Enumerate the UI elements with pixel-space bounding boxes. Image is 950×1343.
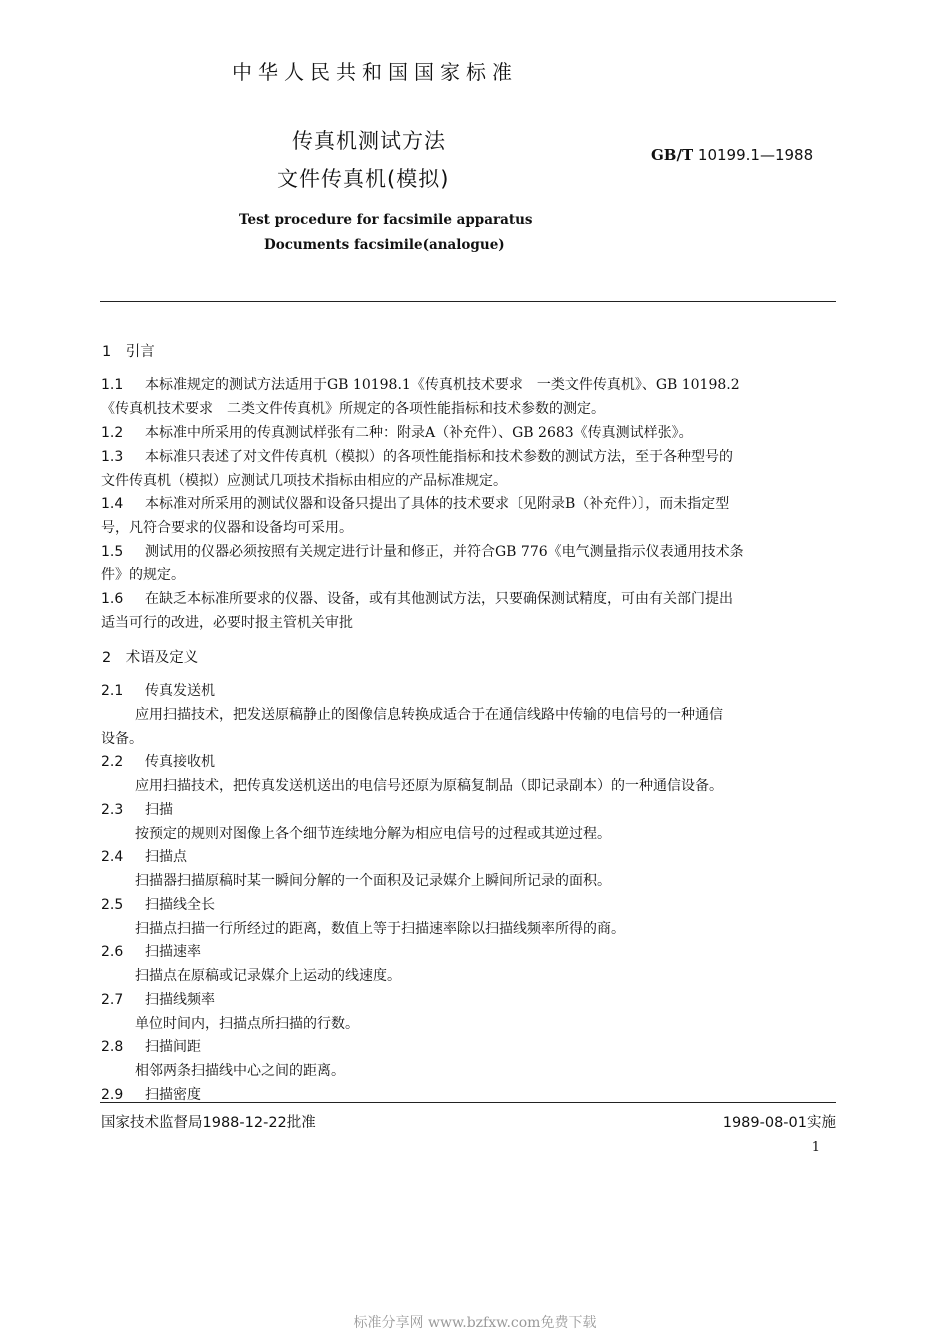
clause-number: 2.8 xyxy=(101,1039,124,1055)
clause-continuation: 号，凡符合要求的仪器和设备均可采用。 xyxy=(101,520,353,536)
title-en-line1: Test procedure for facsimile apparatus xyxy=(239,212,533,228)
clause-number: 2.1 xyxy=(101,683,124,699)
clause-number: 1.4 xyxy=(101,496,124,512)
term-heading xyxy=(101,989,215,1009)
section-1-heading: 1 引言 xyxy=(102,344,155,360)
clause-number: 2.4 xyxy=(101,849,124,865)
clause-number: 2.7 xyxy=(101,991,124,1008)
clause-number: 1.5 xyxy=(101,544,124,560)
term-definition: 扫描点在原稿或记录媒介上运动的线速度。 xyxy=(135,968,401,984)
clause-line xyxy=(101,493,729,513)
clause-text: 传真接收机 xyxy=(145,754,215,770)
term-definition: 应用扫描技术，把发送原稿静止的图像信息转换成适合于在通信线路中传输的电信号的一种通信 xyxy=(135,707,723,723)
clause-number: 2.6 xyxy=(101,944,124,960)
term-heading xyxy=(101,846,187,866)
section-2-heading: 2 术语及定义 xyxy=(102,650,199,666)
term-definition: 扫描点扫描一行所经过的距离，数值上等于扫描速率除以扫描线频率所得的商。 xyxy=(135,920,625,937)
clause-text: 在缺乏本标准所要求的仪器、设备，或有其他测试方法，只要确保测试精度，可由有关部门提出 xyxy=(145,591,733,607)
clause-continuation: 适当可行的改进，必要时报主管机关审批 xyxy=(101,615,353,631)
title-en-line2: Documents facsimile(analogue) xyxy=(264,237,505,253)
clause-text: 传真发送机 xyxy=(145,683,215,699)
clause-text: 扫描密度 xyxy=(145,1086,201,1103)
header-divider xyxy=(100,301,836,302)
term-heading xyxy=(101,1084,201,1104)
term-definition: 应用扫描技术，把传真发送机送出的电信号还原为原稿复制品（即记录副本）的一种通信设备。 xyxy=(135,778,723,794)
clause-text: 扫描间距 xyxy=(145,1039,201,1055)
standard-code-number: 10199.1—1988 xyxy=(697,146,814,164)
clause-text: 扫描 xyxy=(145,801,173,818)
clause-text: 扫描线全长 xyxy=(145,896,215,913)
clause-line xyxy=(101,588,733,608)
title-cn-line2: 文件传真机(模拟) xyxy=(277,167,450,191)
approval-date: 国家技术监督局1988-12-22批准 xyxy=(101,1115,316,1131)
term-definition: 相邻两条扫描线中心之间的距离。 xyxy=(135,1063,345,1079)
term-definition: 设备。 xyxy=(101,730,143,747)
title-cn-line1: 传真机测试方法 xyxy=(292,129,446,153)
term-heading xyxy=(101,680,215,700)
clause-number: 1.1 xyxy=(101,377,124,393)
term-definition: 按预定的规则对图像上各个细节连续地分解为相应电信号的过程或其逆过程。 xyxy=(135,825,611,842)
clause-text: 本标准只表述了对文件传真机（模拟）的各项性能指标和技术参数的测试方法，至于各种型号的 xyxy=(145,449,733,465)
clause-number: 2.5 xyxy=(101,896,124,913)
clause-line xyxy=(101,446,733,466)
clause-continuation: 《传真机技术要求 二类文件传真机》所规定的各项性能指标和技术参数的测定。 xyxy=(101,401,605,417)
term-heading xyxy=(101,941,201,961)
clause-number: 1.3 xyxy=(101,449,124,465)
clause-text: 本标准规定的测试方法适用于GB 10198.1《传真机技术要求 一类文件传真机》、GB 10198.2 xyxy=(145,377,740,393)
clause-continuation: 件》的规定。 xyxy=(101,567,185,583)
clause-text: 测试用的仪器必须按照有关规定进行计量和修正，并符合GB 776《电气测量指示仪表通用技术条 xyxy=(145,544,744,560)
clause-text: 本标准对所采用的测试仪器和设备只提出了具体的技术要求〔见附录B（补充件）〕，而未指定型 xyxy=(145,496,730,512)
standard-code xyxy=(651,146,813,164)
term-heading xyxy=(101,1036,201,1056)
national-standard-heading: 中华人民共和国国家标准 xyxy=(232,60,518,84)
clause-line xyxy=(101,541,744,561)
clause-line xyxy=(101,374,740,394)
clause-number: 2.3 xyxy=(101,801,124,818)
clause-line xyxy=(101,422,693,442)
clause-text: 扫描速率 xyxy=(145,944,201,960)
clause-number: 1.2 xyxy=(101,425,124,441)
term-heading xyxy=(101,894,215,914)
clause-number: 2.2 xyxy=(101,754,124,770)
watermark: 标准分享网 www.bzfxw.com免费下载 xyxy=(353,1315,597,1331)
clause-continuation: 文件传真机（模拟）应测试几项技术指标由相应的产品标准规定。 xyxy=(101,473,507,489)
clause-text: 扫描线频率 xyxy=(145,991,215,1008)
footer-divider xyxy=(100,1102,836,1103)
clause-text: 扫描点 xyxy=(145,849,187,865)
term-definition: 单位时间内，扫描点所扫描的行数。 xyxy=(135,1015,359,1032)
clause-text: 本标准中所采用的传真测试样张有二种：附录A（补充件）、GB 2683《传真测试样张》。 xyxy=(145,425,693,441)
term-heading xyxy=(101,751,215,771)
term-heading xyxy=(101,799,173,819)
clause-number: 2.9 xyxy=(101,1086,124,1103)
effective-date: 1989-08-01实施 xyxy=(722,1115,836,1131)
standard-code-prefix: GB/T xyxy=(651,146,694,164)
page-number: 1 xyxy=(811,1140,820,1155)
term-definition: 扫描器扫描原稿时某一瞬间分解的一个面积及记录媒介上瞬间所记录的面积。 xyxy=(135,873,611,889)
clause-number: 1.6 xyxy=(101,591,124,607)
